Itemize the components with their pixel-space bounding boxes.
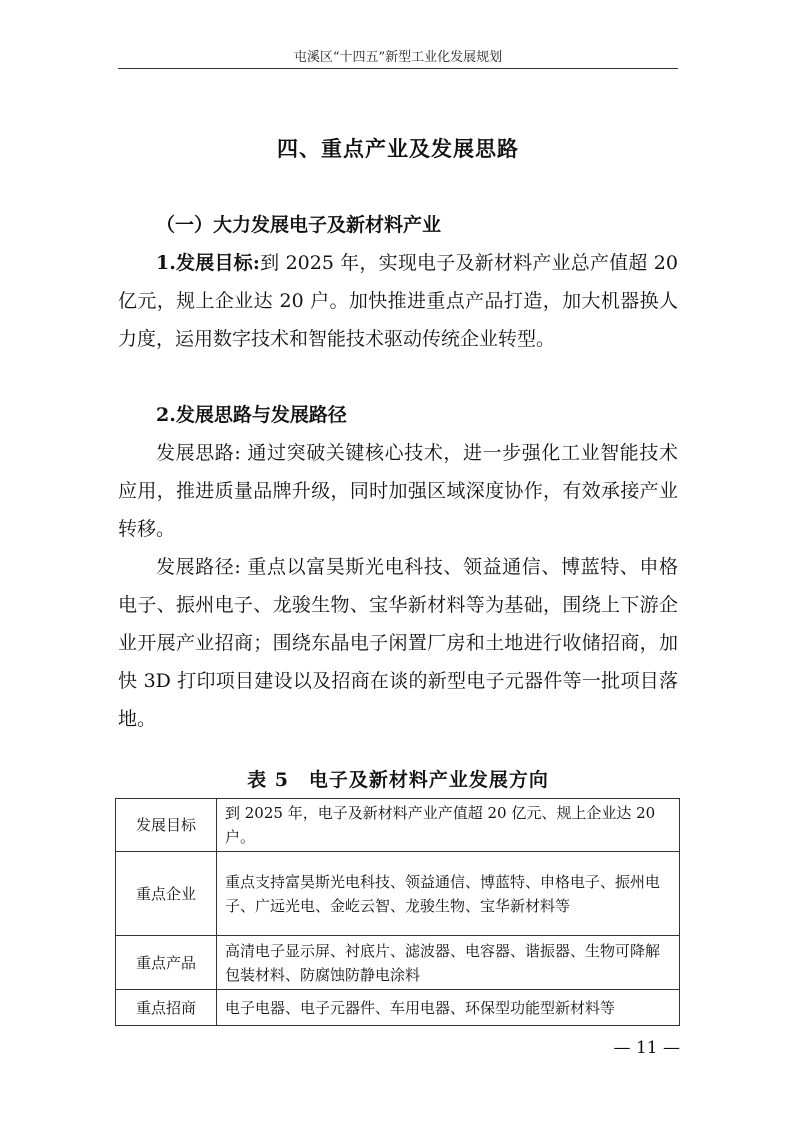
row-content: 高清电子显示屏、衬底片、滤波器、电容器、谐振器、生物可降解包装材料、防腐蚀防静电涂料 xyxy=(217,936,680,990)
direction-table xyxy=(115,798,680,1026)
goal-text: 到 2025 年，实现电子及新材料产业总产值超 20 亿元，规上企业达 20 户。加快推进重点产品打造，加大机器换人力度，运用数字技术和智能技术驱动传统企业转型。 xyxy=(118,252,678,350)
table-title: 表 5 电子及新材料产业发展方向 xyxy=(247,769,549,791)
section-title: 四、重点产业及发展思路 xyxy=(277,136,519,161)
page-number: — 11 — xyxy=(613,1038,680,1058)
row-content: 重点支持富昊斯光电科技、领益通信、博蓝特、申格电子、振州电子、广远光电、金屹云智、龙骏生物、宝华新材料等 xyxy=(217,852,680,936)
row-label: 重点产品 xyxy=(116,936,217,990)
paragraph-path: 发展路径: 重点以富昊斯光电科技、领益通信、博蓝特、申格电子、振州电子、龙骏生物、宝华新材料等为基础，围绕上下游企业开展产业招商；围绕东晶电子闲置厂房和土地进行收储招商，加快 3D 打印项目建设以及招商在谈的新型电子元器件等一批项目落地。 xyxy=(118,556,678,730)
header-rule xyxy=(118,68,678,69)
table-row xyxy=(116,936,680,990)
table-row xyxy=(116,799,680,852)
row-label: 重点招商 xyxy=(116,990,217,1026)
row-label: 重点企业 xyxy=(116,852,217,936)
table-row xyxy=(116,852,680,936)
running-header: 屯溪区“十四五”新型工业化发展规划 xyxy=(293,50,503,65)
table-row xyxy=(116,990,680,1026)
row-content: 到 2025 年，电子及新材料产业产值超 20 亿元、规上企业达 20 户。 xyxy=(217,799,680,852)
subsection-title: （一）大力发展电子及新材料产业 xyxy=(156,214,442,236)
paragraph-goal xyxy=(118,244,678,358)
heading-ideas-path: 2.发展思路与发展路径 xyxy=(156,404,347,426)
paragraph-ideas: 发展思路: 通过突破关键核心技术，进一步强化工业智能技术应用，推进质量品牌升级，同时加强区域深度协作，有效承接产业转移。 xyxy=(118,442,678,540)
row-content: 电子电器、电子元器件、车用电器、环保型功能型新材料等 xyxy=(217,990,680,1026)
goal-label: 1.发展目标: xyxy=(156,252,260,274)
row-label: 发展目标 xyxy=(116,799,217,852)
